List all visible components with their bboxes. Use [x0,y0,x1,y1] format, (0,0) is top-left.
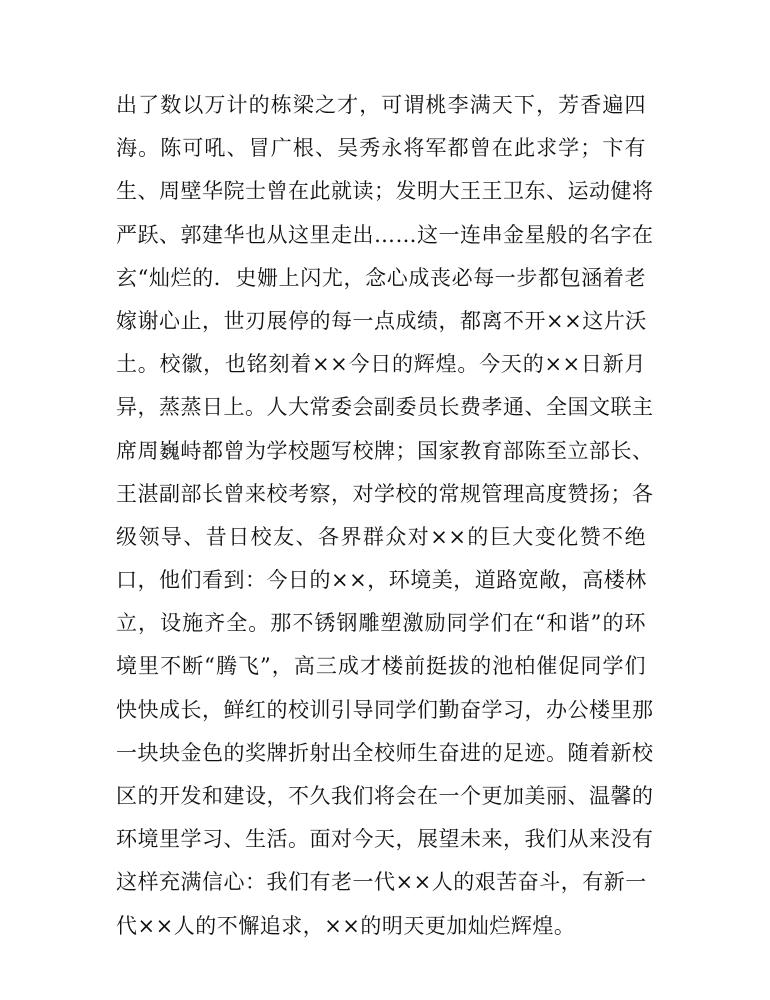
text-line: 席周巍峙都曾为学校题写校牌；国家教育部陈至立部长、 [116,438,654,463]
text-line: 嫁谢心止，世刃展停的每一点成绩，都离不开××这片沃 [116,308,647,333]
text-line-last: 代××人的不懈追求，××的明天更加灿烂辉煌。 [116,913,576,938]
text-line: 海。陈可吼、冒广根、吴秀永将军都曾在此求学；卞有 [116,136,646,161]
text-line: 严跃、郭建华也从这里走出……这一连串金星般的名字在 [116,222,654,247]
text-line: 生、周壁华院士曾在此就读；发明大王王卫东、运动健将 [116,179,654,204]
text-line: 区的开发和建设，不久我们将会在一个更加美丽、温馨的 [116,784,654,808]
text-line: 环境里学习、生活。面对今天，展望未来，我们从来没有 [116,827,654,852]
text-line: 土。校徽，也铭刻着××今日的辉煌。今天的××日新月 [116,352,646,377]
text-line: 口，他们看到：今日的××，环境美，道路宽敞，高楼林 [116,568,647,593]
text-line: 玄“灿烂的．史姗上闪尤，念心成丧必每一步都包涵着老 [116,265,646,290]
text-line: 一块块金色的奖牌折射出全校师生奋进的足迹。随着新校 [116,740,654,765]
text-line: 级领导、昔日校友、各界群众对××的巨大变化赞不绝 [116,524,646,549]
text-line: 王湛副部长曾来校考察，对学校的常规管理高度赞扬；各 [116,481,654,506]
text-line: 出了数以万计的栋梁之才，可谓桃李满天下，芳香遍四 [116,93,646,117]
text-line: 立，设施齐全。那不锈钢雕塑激励同学们在“和谐”的环 [116,611,646,636]
text-line: 境里不断“腾飞”，高三成才楼前挺拔的池柏催促同学们 [116,654,646,679]
text-line: 快快成长，鲜红的校训引导同学们勤奋学习，办公楼里那 [116,697,654,722]
body-paragraph [116,84,654,948]
text-line: 这样充满信心：我们有老一代××人的艰苦奋斗，有新一 [116,870,647,895]
text-line: 异，蒸蒸日上。人大常委会副委员长费孝通、全国文联主 [116,395,654,420]
